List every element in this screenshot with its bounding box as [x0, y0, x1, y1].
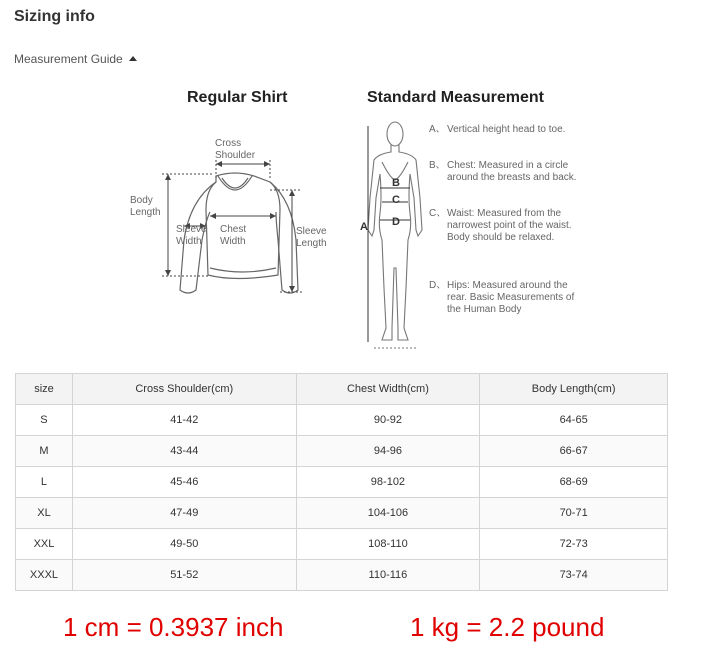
table-row — [16, 560, 668, 591]
note-c-key: C、 — [429, 208, 447, 219]
header-size: size — [16, 374, 73, 405]
section-title: Sizing info — [14, 8, 95, 25]
table-row — [16, 467, 668, 498]
chest-width-label: Chest Width — [220, 224, 247, 247]
table-cell: L — [16, 467, 73, 498]
marker-b: B — [392, 177, 400, 189]
regular-shirt-title: Regular Shirt — [187, 89, 288, 106]
table-cell: 45-46 — [72, 467, 296, 498]
header-cross-shoulder: Cross Shoulder(cm) — [72, 374, 296, 405]
table-cell: 104-106 — [296, 498, 480, 529]
table-cell: 49-50 — [72, 529, 296, 560]
table-cell: 68-69 — [480, 467, 668, 498]
marker-c: C — [392, 194, 400, 206]
table-cell: XXL — [16, 529, 73, 560]
kg-pound-conversion: 1 kg = 2.2 pound — [410, 612, 605, 642]
note-d-text: Hips: Measured around the rear. Basic Measurements of the Human Body — [447, 280, 575, 315]
note-d-key: D、 — [429, 280, 447, 291]
table-cell: 47-49 — [72, 498, 296, 529]
body-length-label: Body Length — [130, 195, 161, 218]
note-c — [429, 208, 577, 244]
human-body-diagram — [360, 118, 430, 356]
table-cell: 72-73 — [480, 529, 668, 560]
table-cell: 110-116 — [296, 560, 480, 591]
table-cell: 90-92 — [296, 405, 480, 436]
table-cell: 66-67 — [480, 436, 668, 467]
marker-d: D — [392, 216, 400, 228]
note-d — [429, 280, 577, 316]
note-c-text: Waist: Measured from the narrowest point of the waist. Body should be relaxed. — [447, 208, 572, 243]
table-cell: 64-65 — [480, 405, 668, 436]
header-body-length: Body Length(cm) — [480, 374, 668, 405]
standard-measurement-title: Standard Measurement — [367, 89, 544, 106]
note-a-text: Vertical height head to toe. — [447, 124, 566, 135]
cross-shoulder-label: Cross Shoulder — [215, 138, 256, 161]
table-cell: 43-44 — [72, 436, 296, 467]
sleeve-length-label: Sleeve Length — [296, 226, 327, 249]
note-b — [429, 160, 577, 184]
cm-inch-conversion: 1 cm = 0.3937 inch — [63, 612, 284, 642]
table-cell: S — [16, 405, 73, 436]
note-a — [429, 124, 577, 136]
table-cell: 98-102 — [296, 467, 480, 498]
measurement-guide-label: Measurement Guide — [14, 52, 123, 66]
note-b-key: B、 — [429, 160, 446, 171]
measurement-guide-toggle[interactable] — [14, 52, 137, 66]
table-cell: XXXL — [16, 560, 73, 591]
table-row — [16, 529, 668, 560]
sleeve-width-label: Sleeve Width — [176, 224, 207, 247]
caret-up-icon — [129, 56, 137, 61]
table-row — [16, 498, 668, 529]
table-row — [16, 436, 668, 467]
table-cell: 94-96 — [296, 436, 480, 467]
table-row — [16, 405, 668, 436]
note-b-text: Chest: Measured in a circle around the breasts and back. — [447, 160, 577, 183]
table-cell: 41-42 — [72, 405, 296, 436]
table-cell: 73-74 — [480, 560, 668, 591]
header-chest-width: Chest Width(cm) — [296, 374, 480, 405]
table-cell: 70-71 — [480, 498, 668, 529]
table-cell: XL — [16, 498, 73, 529]
table-header-row — [16, 374, 668, 405]
note-a-key: A、 — [429, 124, 446, 135]
table-cell: 51-52 — [72, 560, 296, 591]
table-cell: 108-110 — [296, 529, 480, 560]
marker-a: A — [360, 221, 368, 233]
table-cell: M — [16, 436, 73, 467]
size-table — [15, 373, 668, 591]
